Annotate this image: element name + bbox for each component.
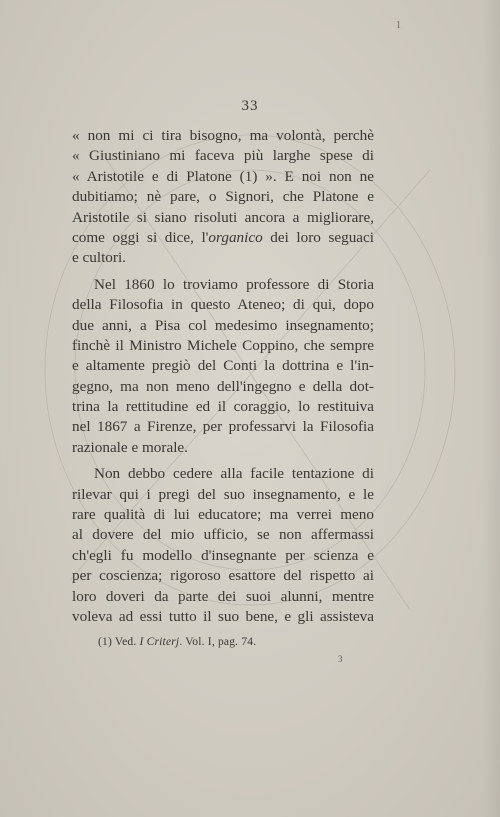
text-line: gegno, ma non meno dell'ingegno e della dot-	[72, 377, 374, 395]
text-line: della Filosofia in questo Ateneo; di qui, dopo	[72, 296, 374, 314]
text-line: ch'egli fu modello d'insegnante per scienza e	[72, 546, 374, 564]
text-line: « Giustiniano mi faceva più larghe spese di	[72, 147, 374, 165]
text-line: « Aristotile e di Platone (1) ». E noi non ne	[72, 167, 374, 185]
text-line: loro doveri da parte dei suoi alunni, mentre	[72, 587, 374, 605]
text-line: due anni, a Pisa col medesimo insegnamento;	[72, 316, 374, 334]
page-number: 33	[241, 98, 259, 114]
text-line: nel 1867 a Firenze, per professarvi la Filosofia	[72, 418, 374, 436]
text-line: voleva ad essi tutto il suo bene, e gli assisteva	[72, 607, 374, 625]
footnote: (1) Ved. I Criterj. Vol. I, pag. 74.	[98, 636, 257, 648]
text-line: rilevar qui i pregi del suo insegnamento, e le	[72, 485, 374, 503]
text-line: rare qualità di lui educatore; ma verrei meno	[72, 506, 374, 524]
text-line: finchè il Ministro Michele Coppino, che sempre	[72, 336, 374, 354]
text-line: al dovere del mio ufficio, se non affermassi	[72, 526, 374, 544]
text-line: trina la rettitudine ed il coraggio, lo restituiva	[72, 398, 374, 416]
body-text	[72, 126, 374, 627]
text-line: Aristotile si siano risoluti ancora a migliorare,	[72, 208, 374, 226]
text-line: per coscienza; rigoroso esattore del rispetto ai	[72, 567, 374, 585]
corner-mark: 1	[396, 20, 401, 31]
page-edge-shadow	[482, 0, 500, 817]
text-line: Nel 1860 lo troviamo professore di Storia	[94, 275, 374, 293]
text-line: Non debbo cedere alla facile tentazione di	[94, 465, 374, 483]
signature-mark: 3	[338, 654, 343, 664]
text-line: dubitiamo; nè pare, o Signori, che Platone e	[72, 188, 374, 206]
text-line: come oggi si dice, l'organico dei loro seguaci	[72, 228, 374, 246]
text-line: « non mi ci tira bisogno, ma volontà, perchè	[72, 127, 374, 144]
text-line: razionale e morale.	[72, 438, 188, 456]
text-line: e altamente pregiò del Conti la dottrina e l'in-	[72, 357, 374, 375]
text-line: e cultori.	[72, 249, 126, 267]
